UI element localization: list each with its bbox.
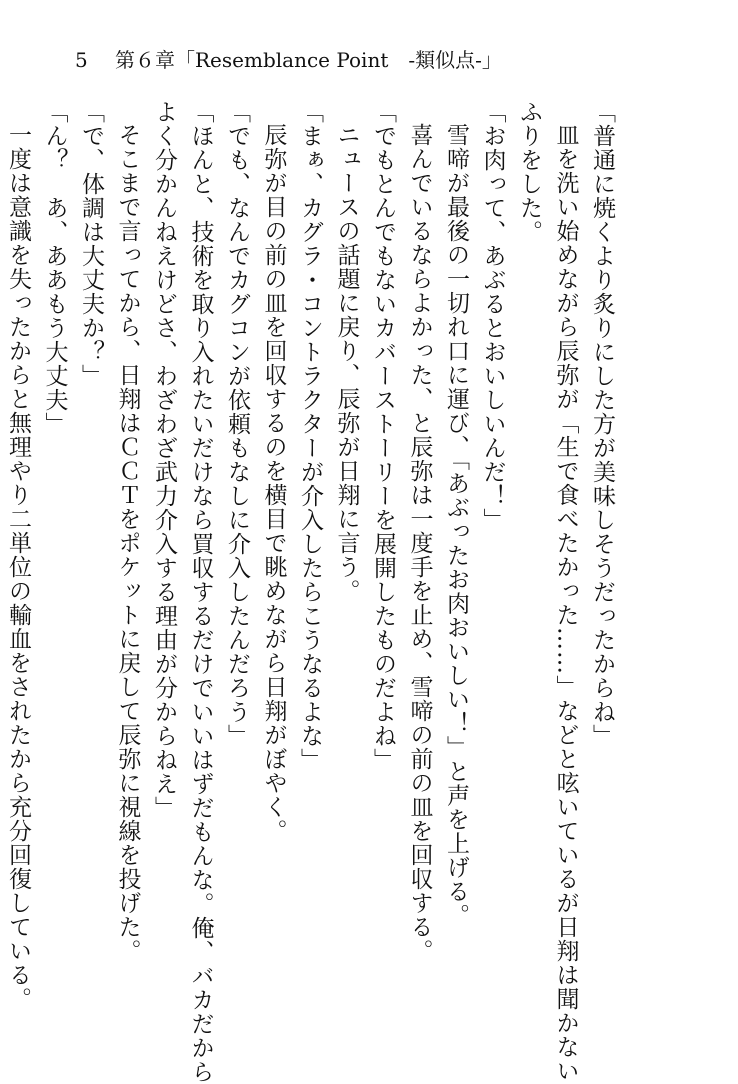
text-line: 「まぁ、カグラ・コントラクターが介入したらこうなるよな」 <box>297 100 323 772</box>
chapter-title: 第６章「Resemblance Point -類似点-」 <box>115 48 502 72</box>
text-line: そこまで言ってから、日翔はＣＣＴをポケットに戻して辰弥に視線を投げた。 <box>114 123 141 963</box>
text-line: ふりをした。 <box>516 100 542 244</box>
text-line: 「ほんと、技術を取り入れたいだけなら買収するだけでいいはずだもんな。俺、バカだから <box>187 100 214 1084</box>
text-line: 「普通に焼くより炙りにした方が美味しそうだったからね」 <box>589 100 615 748</box>
text-line: 一度は意識を失ったからと無理やり二単位の輸血をされたから充分回復している。 <box>5 123 31 1011</box>
page-header <box>75 48 502 72</box>
text-line: 雪啼が最後の一切れ口に運び、「あぶったお肉おいしい！」と声を上げる。 <box>443 123 469 928</box>
text-line: 「で、体調は大丈夫か？」 <box>78 100 104 388</box>
text-line: 「でも、なんでカグコンが依頼もなしに介入したんだろう」 <box>224 100 250 748</box>
text-line: 「ん？ あ、ああもう大丈夫」 <box>41 100 68 436</box>
text-line: 「でもとんでもないカバーストーリーを展開したものだよね」 <box>370 100 396 772</box>
vertical-body-text <box>0 100 620 1084</box>
text-line: 「お肉って、あぶるとおいしいんだ！」 <box>479 100 506 532</box>
text-line: 皿を洗い始めながら辰弥が「生で食べたかった……」などと呟いているが日翔は聞かない <box>552 123 579 1083</box>
text-line: ニュースの話題に戻り、辰弥が日翔に言う。 <box>333 123 360 603</box>
page-number: 5 <box>75 48 88 72</box>
text-line: 喜んでいるならよかった、と辰弥は一度手を止め、雪啼の前の皿を回収する。 <box>406 123 433 963</box>
text-line: よく分かんねえけどさ、わざわざ武力介入する理由が分からねえ」 <box>151 100 177 820</box>
text-line: 辰弥が目の前の皿を回収するのを横目で眺めながら日翔がぼやく。 <box>260 123 287 843</box>
